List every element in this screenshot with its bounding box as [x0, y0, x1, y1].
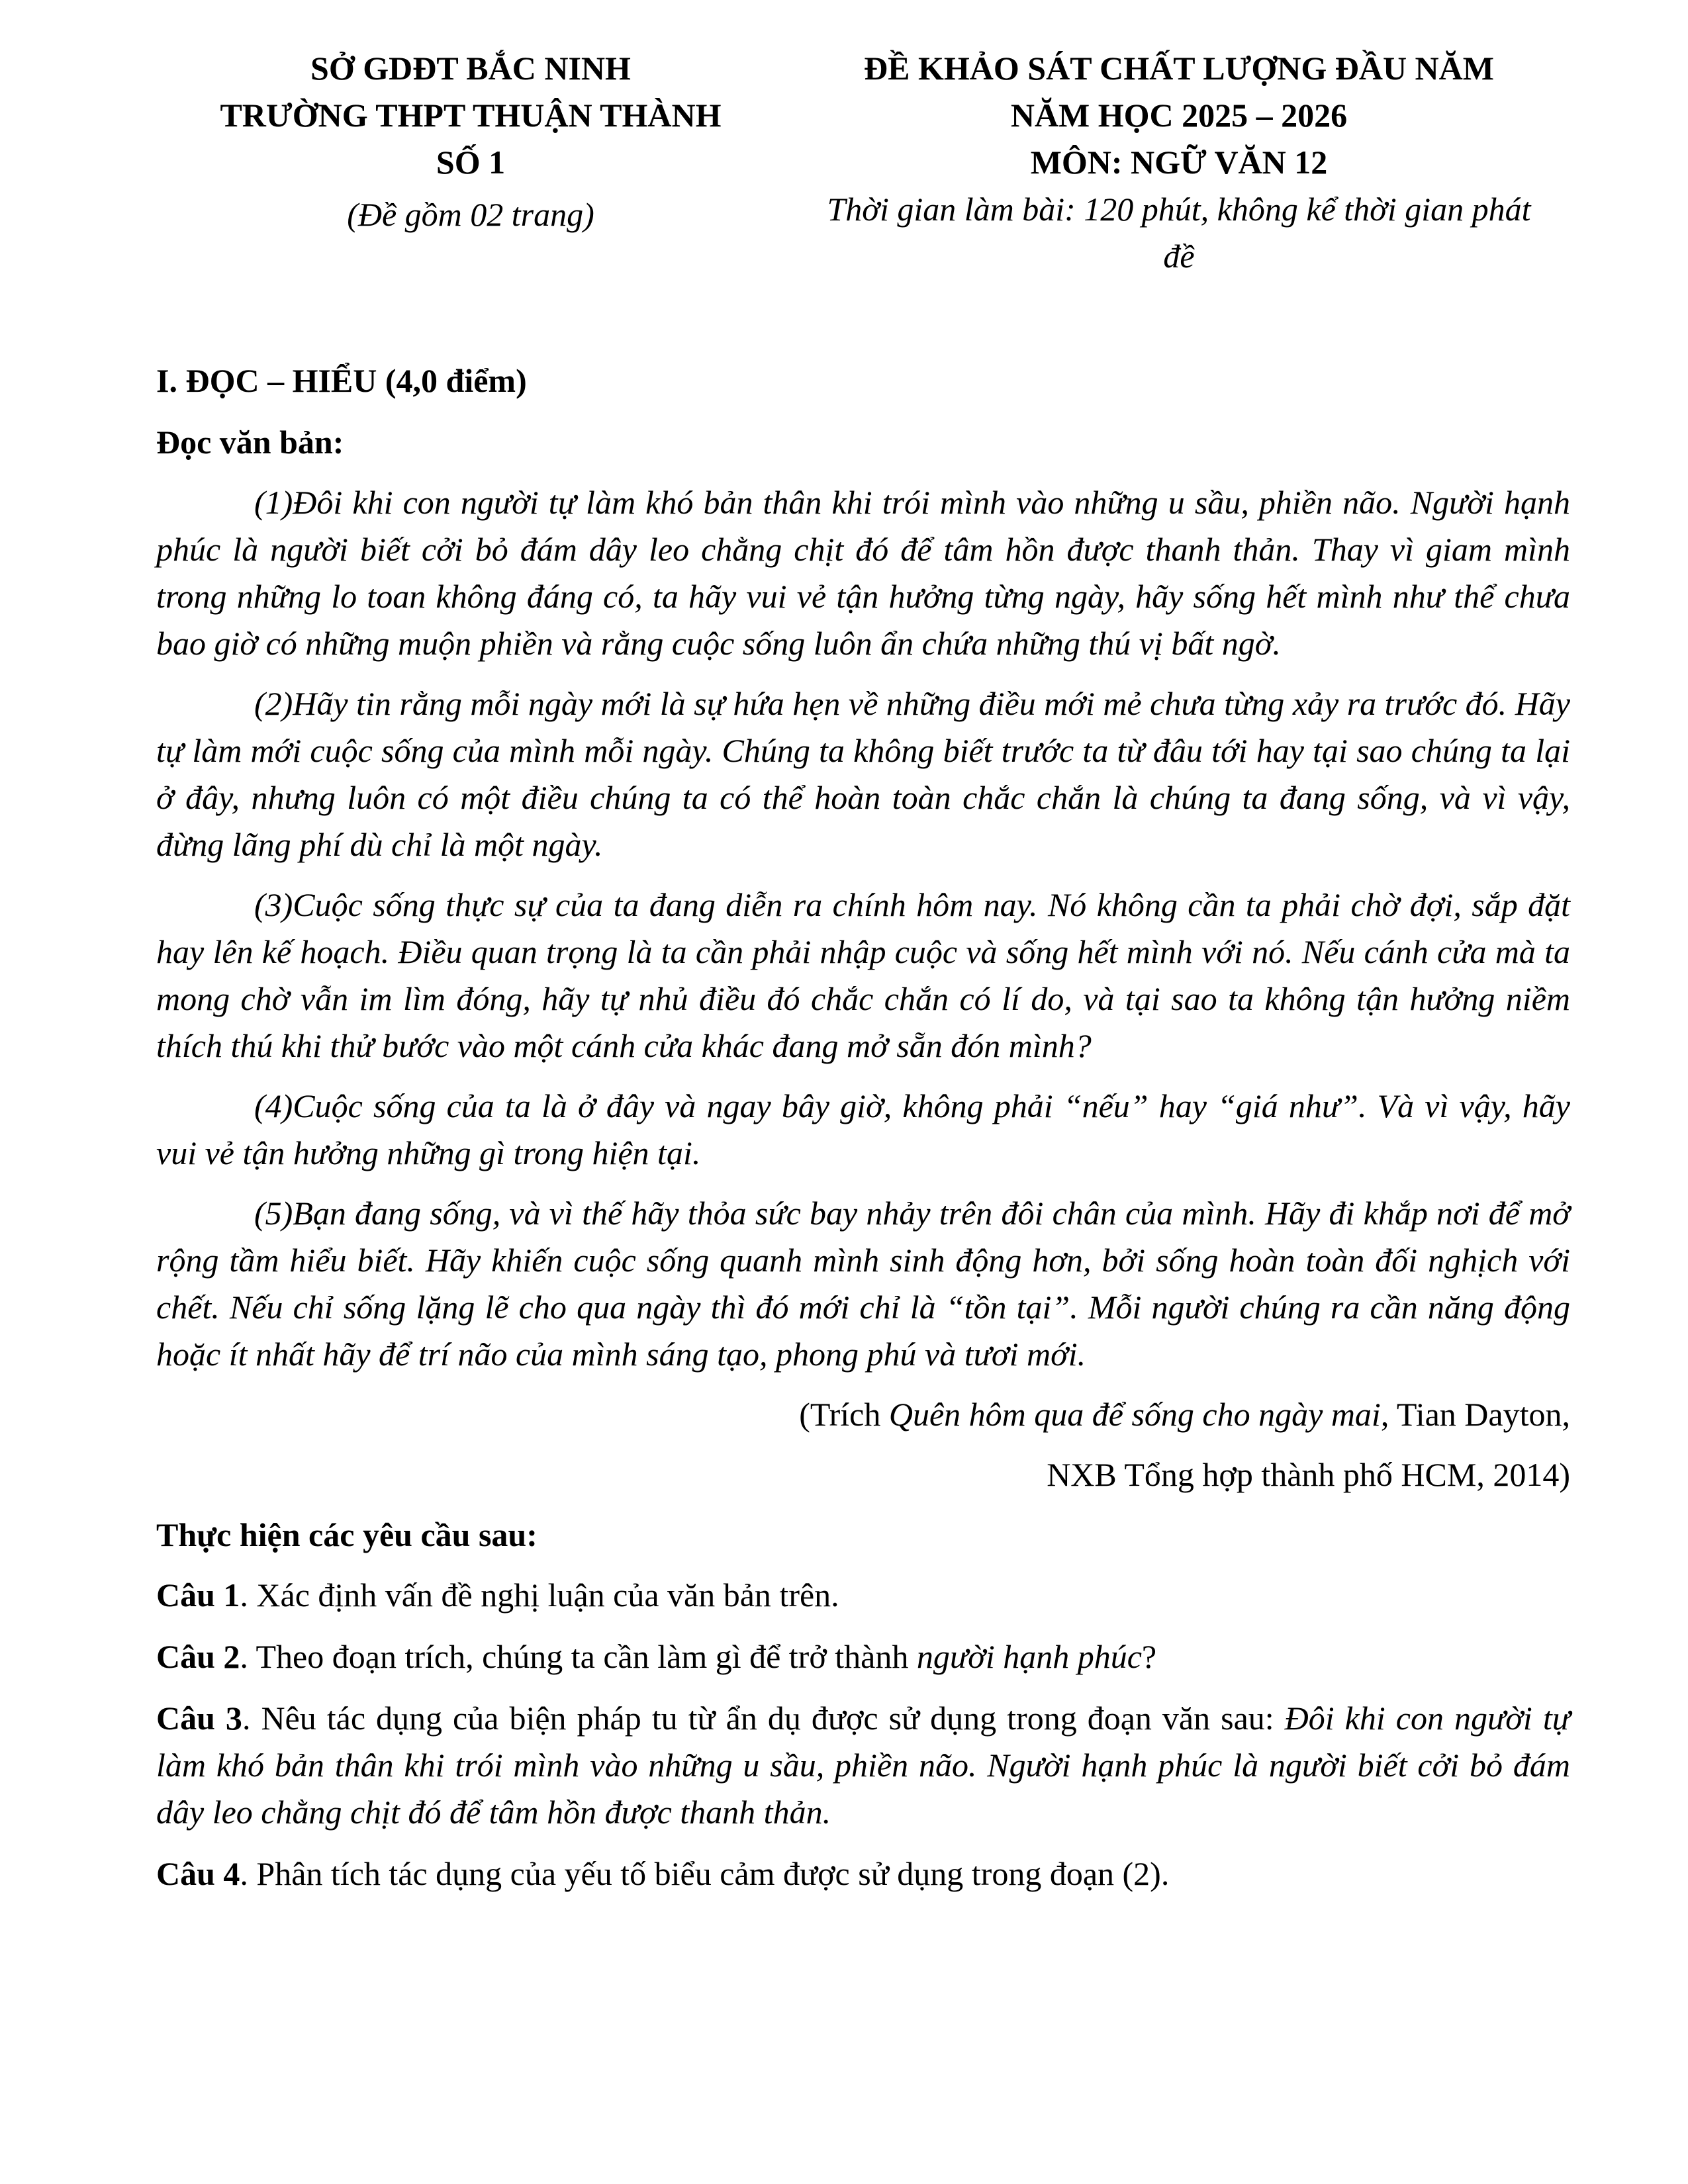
question-label: Câu 2: [156, 1638, 240, 1675]
read-label: Đọc văn bản:: [156, 424, 344, 461]
pages-note: (Đề gồm 02 trang): [347, 196, 594, 233]
passage-paragraph-5: (5)Bạn đang sống, và vì thế hãy thỏa sức bay nhảy trên đôi chân của mình. Hãy đi khắp nơi để mở rộng tầm hiểu biết. Hãy khiến cuộc sống quanh mình sinh động hơn, bởi sống hoàn toàn đối nghịch với chết. Nếu chỉ sống lặng lẽ cho qua ngày thì đó mới chỉ là “tồn tại”. Mỗi người chúng ra cần năng động hoặc ít nhất hãy để trí não của mình sáng tạo, phong phú và tươi mới.: [156, 1195, 1570, 1373]
passage-paragraph-1: (1)Đôi khi con người tự làm khó bản thân khi trói mình vào những u sầu, phiền não. Người hạnh phúc là người biết cởi bỏ đám dây leo chằng chịt đó để tâm hồn được thanh thản. Thay vì giam mình trong những lo toan không đáng có, ta hãy vui vẻ tận hưởng từng ngày, hãy sống hết mình như thể chưa bao giờ có những muộn phiền và rằng cuộc sống luôn ẩn chứa những thú vị bất ngờ.: [156, 484, 1570, 662]
source-citation: [156, 1391, 1570, 1438]
exam-header: [788, 45, 1570, 280]
tasks-label: Thực hiện các yêu cầu sau:: [156, 1516, 538, 1553]
question-label: Câu 4: [156, 1855, 240, 1892]
question-emphasis: Đôi khi con người tự làm khó bản thân khi trói mình vào những u sầu, phiền não. Người hạnh phúc là người biết cởi bỏ đám dây leo chằng chịt đó để tâm hồn được thanh thản.: [156, 1700, 1570, 1831]
question-text: . Theo đoạn trích, chúng ta cần làm gì để trở thành: [240, 1638, 917, 1675]
question-text: . Nêu tác dụng của biện pháp tu từ ẩn dụ được sử dụng trong đoạn văn sau:: [242, 1700, 1285, 1737]
source-author: , Tian Dayton,: [1380, 1396, 1570, 1433]
passage-paragraph-3: (3)Cuộc sống thực sự của ta đang diễn ra chính hôm nay. Nó không cần ta phải chờ đợi, sắp đặt hay lên kế hoạch. Điều quan trọng là ta cần phải nhập cuộc và sống hết mình với nó. Nếu cánh cửa mà ta mong chờ vẫn im lìm đóng, hãy tự nhủ điều đó chắc chắn có lí do, và tại sao ta không tận hưởng niềm thích thú khi thử bước vào một cánh cửa khác đang mở sẵn đón mình?: [156, 886, 1570, 1064]
question-text: . Phân tích tác dụng của yếu tố biểu cảm được sử dụng trong đoạn (2).: [240, 1855, 1170, 1892]
question-1: [156, 1572, 1570, 1619]
subject: MÔN: NGỮ VĂN 12: [1030, 144, 1328, 181]
school-number: SỐ 1: [436, 144, 506, 181]
exam-title: ĐỀ KHẢO SÁT CHẤT LƯỢNG ĐẦU NĂM: [864, 50, 1494, 87]
passage-paragraph-2: (2)Hãy tin rằng mỗi ngày mới là sự hứa hẹn về những điều mới mẻ chưa từng xảy ra trước đó. Hãy tự làm mới cuộc sống của mình mỗi ngày. Chúng ta không biết trước ta từ đâu tới hay tại sao chúng ta lại ở đây, nhưng luôn có một điều chúng ta có thể hoàn toàn chắc chắn là chúng ta đang sống, và vì vậy, đừng lãng phí dù chỉ là một ngày.: [156, 685, 1570, 863]
time-note: Thời gian làm bài: 120 phút, không kể thời gian phát đề: [827, 191, 1531, 275]
question-2: [156, 1633, 1570, 1680]
school-name: TRƯỜNG THPT THUẬN THÀNH: [220, 97, 722, 134]
question-3: [156, 1695, 1570, 1836]
source-publisher: NXB Tổng hợp thành phố HCM, 2014): [1047, 1456, 1570, 1493]
question-label: Câu 1: [156, 1576, 240, 1614]
department-name: SỞ GDĐT BẮC NINH: [310, 50, 631, 87]
exam-content: [156, 357, 1570, 1912]
question-text: . Xác định vấn đề nghị luận của văn bản trên.: [240, 1576, 839, 1614]
school-header: [154, 45, 788, 238]
source-prefix: (Trích: [799, 1396, 889, 1433]
source-book-title: Quên hôm qua để sống cho ngày mai: [888, 1396, 1381, 1433]
question-emphasis: người hạnh phúc: [916, 1638, 1142, 1675]
question-after: ?: [1141, 1638, 1157, 1675]
question-4: [156, 1850, 1570, 1897]
section-title: I. ĐỌC – HIỂU (4,0 điểm): [156, 362, 527, 399]
school-year: NĂM HỌC 2025 – 2026: [1010, 97, 1348, 134]
passage-paragraph-4: (4)Cuộc sống của ta là ở đây và ngay bây giờ, không phải “nếu” hay “giá như”. Và vì vậy, hãy vui vẻ tận hưởng những gì trong hiện tại.: [156, 1087, 1570, 1171]
question-label: Câu 3: [156, 1700, 242, 1737]
